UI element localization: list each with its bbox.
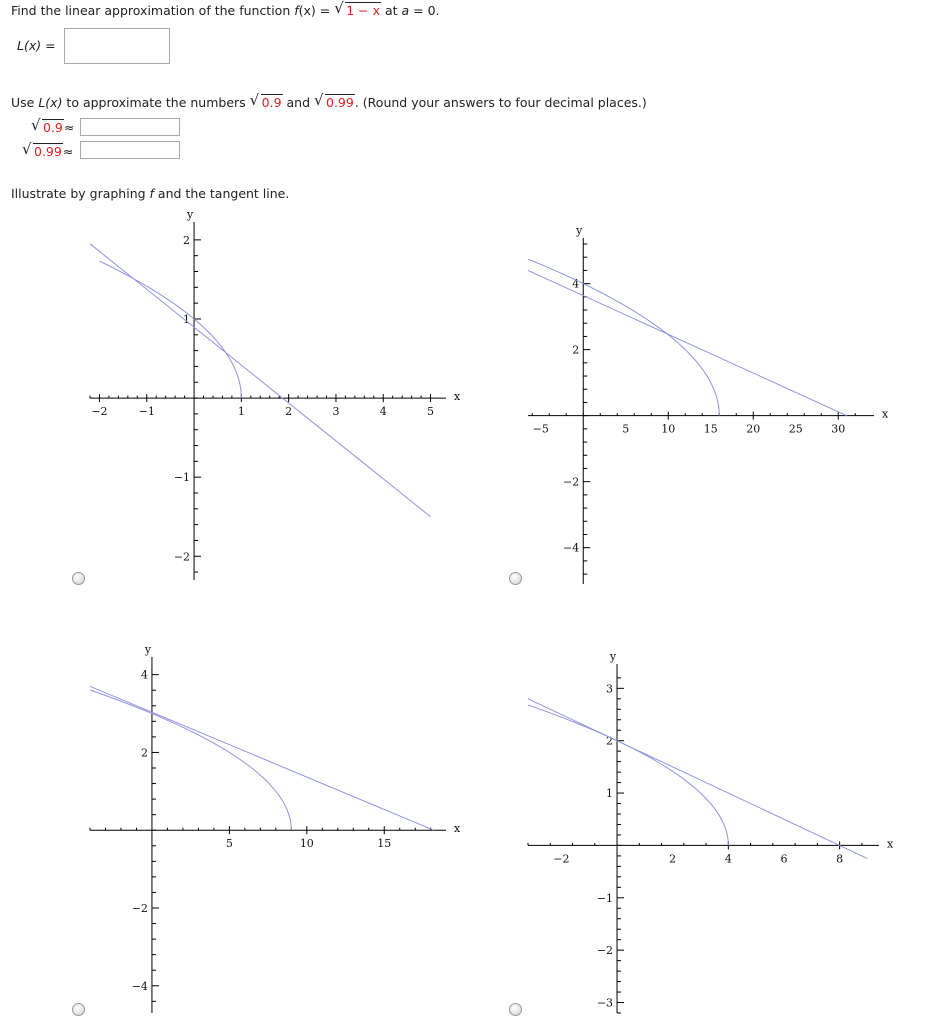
radio-option-4[interactable] xyxy=(509,1003,522,1016)
round-note: . (Round your answers to four decimal places.) xyxy=(354,95,647,110)
x-axis-label: x xyxy=(454,822,461,836)
use-L: L(x) xyxy=(38,95,63,110)
radical-icon: √ xyxy=(249,91,260,109)
y-tick-label: 2 xyxy=(140,746,148,760)
x-tick-label: 6 xyxy=(780,852,788,866)
graph-option-2 xyxy=(528,224,889,584)
at-text: at xyxy=(381,3,402,18)
y-tick-label: 2 xyxy=(183,233,191,247)
y-axis-label: y xyxy=(609,650,617,663)
a-variable: a xyxy=(401,3,410,18)
x-tick-label: 15 xyxy=(377,837,392,851)
x-axis-label: x xyxy=(882,407,889,421)
illustrate-suffix: and the tangent line. xyxy=(153,186,290,201)
radicand: 1 − x xyxy=(346,3,380,18)
x-tick-label: −2 xyxy=(91,405,108,419)
x-tick-label: 5 xyxy=(225,837,233,851)
y-tick-label: −3 xyxy=(596,996,614,1010)
y-tick-label: 2 xyxy=(572,343,580,357)
label-number-0.9: 0.9 xyxy=(43,120,63,135)
approx-symbol: ≈ xyxy=(62,144,74,159)
x-axis-label: x xyxy=(887,837,894,851)
x-tick-label: 4 xyxy=(379,405,387,419)
graph-option-1 xyxy=(90,208,461,580)
x-tick-label: 25 xyxy=(788,422,803,436)
graph-option-3 xyxy=(90,643,461,1013)
x-tick-label: −5 xyxy=(532,422,549,436)
x-tick-label: 5 xyxy=(427,405,435,419)
y-tick-label: −4 xyxy=(563,541,580,555)
tangent-line xyxy=(90,244,431,517)
y-tick-label: −4 xyxy=(131,979,148,993)
y-axis-label: y xyxy=(144,643,152,656)
graph-option-4 xyxy=(528,650,894,1013)
y-tick-label: 4 xyxy=(140,668,148,682)
y-axis-label: y xyxy=(576,224,583,237)
use-mid-text: to approximate the numbers xyxy=(62,95,250,110)
x-tick-label: 10 xyxy=(661,422,676,436)
y-tick-label: −2 xyxy=(131,902,148,915)
x-tick-label: 20 xyxy=(746,422,761,436)
y-tick-label: 2 xyxy=(606,734,614,748)
y-tick-label: −2 xyxy=(563,475,580,489)
radical-icon: √ xyxy=(314,91,324,109)
use-text: Use xyxy=(11,95,39,110)
x-tick-label: 30 xyxy=(831,422,846,436)
x-tick-label: −2 xyxy=(553,852,570,866)
radio-option-2[interactable] xyxy=(509,572,522,585)
x-axis-label: x xyxy=(454,390,461,404)
x-tick-label: 1 xyxy=(237,405,245,419)
question-text: Find the linear approximation of the function xyxy=(11,3,295,18)
illustrate-f: f xyxy=(149,186,154,201)
function-name: f xyxy=(294,3,299,18)
radio-option-1[interactable] xyxy=(72,572,85,585)
function-curve xyxy=(90,690,291,830)
number-0.9: 0.9 xyxy=(261,95,282,110)
label-number-0.99: 0.99 xyxy=(34,144,62,159)
x-tick-label: 10 xyxy=(299,837,314,851)
y-axis-label: y xyxy=(186,208,194,221)
y-tick-label: −2 xyxy=(173,550,191,564)
approx-symbol: ≈ xyxy=(63,120,75,135)
y-tick-label: 4 xyxy=(572,277,580,291)
radical-icon: √ xyxy=(22,140,32,158)
y-tick-label: −1 xyxy=(596,891,614,905)
x-tick-label: −1 xyxy=(138,405,155,419)
x-tick-label: 15 xyxy=(703,422,718,436)
a-value: = 0. xyxy=(409,3,440,18)
x-tick-label: 2 xyxy=(285,405,293,419)
radical-icon: √ xyxy=(334,0,344,17)
L-label: L(x) = xyxy=(17,38,56,53)
x-tick-label: 5 xyxy=(622,422,630,436)
y-tick-label: −2 xyxy=(596,944,614,958)
x-tick-label: 4 xyxy=(724,852,732,866)
tangent-line xyxy=(528,699,867,859)
and-text: and xyxy=(282,95,314,110)
function-curve xyxy=(528,259,719,416)
radical-icon: √ xyxy=(31,116,41,134)
function-curve xyxy=(99,261,241,398)
y-tick-label: 3 xyxy=(606,682,614,696)
y-tick-label: 1 xyxy=(606,787,614,801)
x-tick-label: 2 xyxy=(669,852,677,866)
x-tick-label: 8 xyxy=(836,852,844,866)
radio-option-3[interactable] xyxy=(72,1003,85,1016)
number-0.99: 0.99 xyxy=(326,95,354,110)
x-tick-label: 3 xyxy=(332,405,340,419)
y-tick-label: 1 xyxy=(183,312,191,326)
y-tick-label: −1 xyxy=(173,471,191,485)
illustrate-text: Illustrate by graphing xyxy=(11,186,150,201)
function-curve xyxy=(528,705,728,846)
function-arg: (x) = xyxy=(298,3,335,18)
